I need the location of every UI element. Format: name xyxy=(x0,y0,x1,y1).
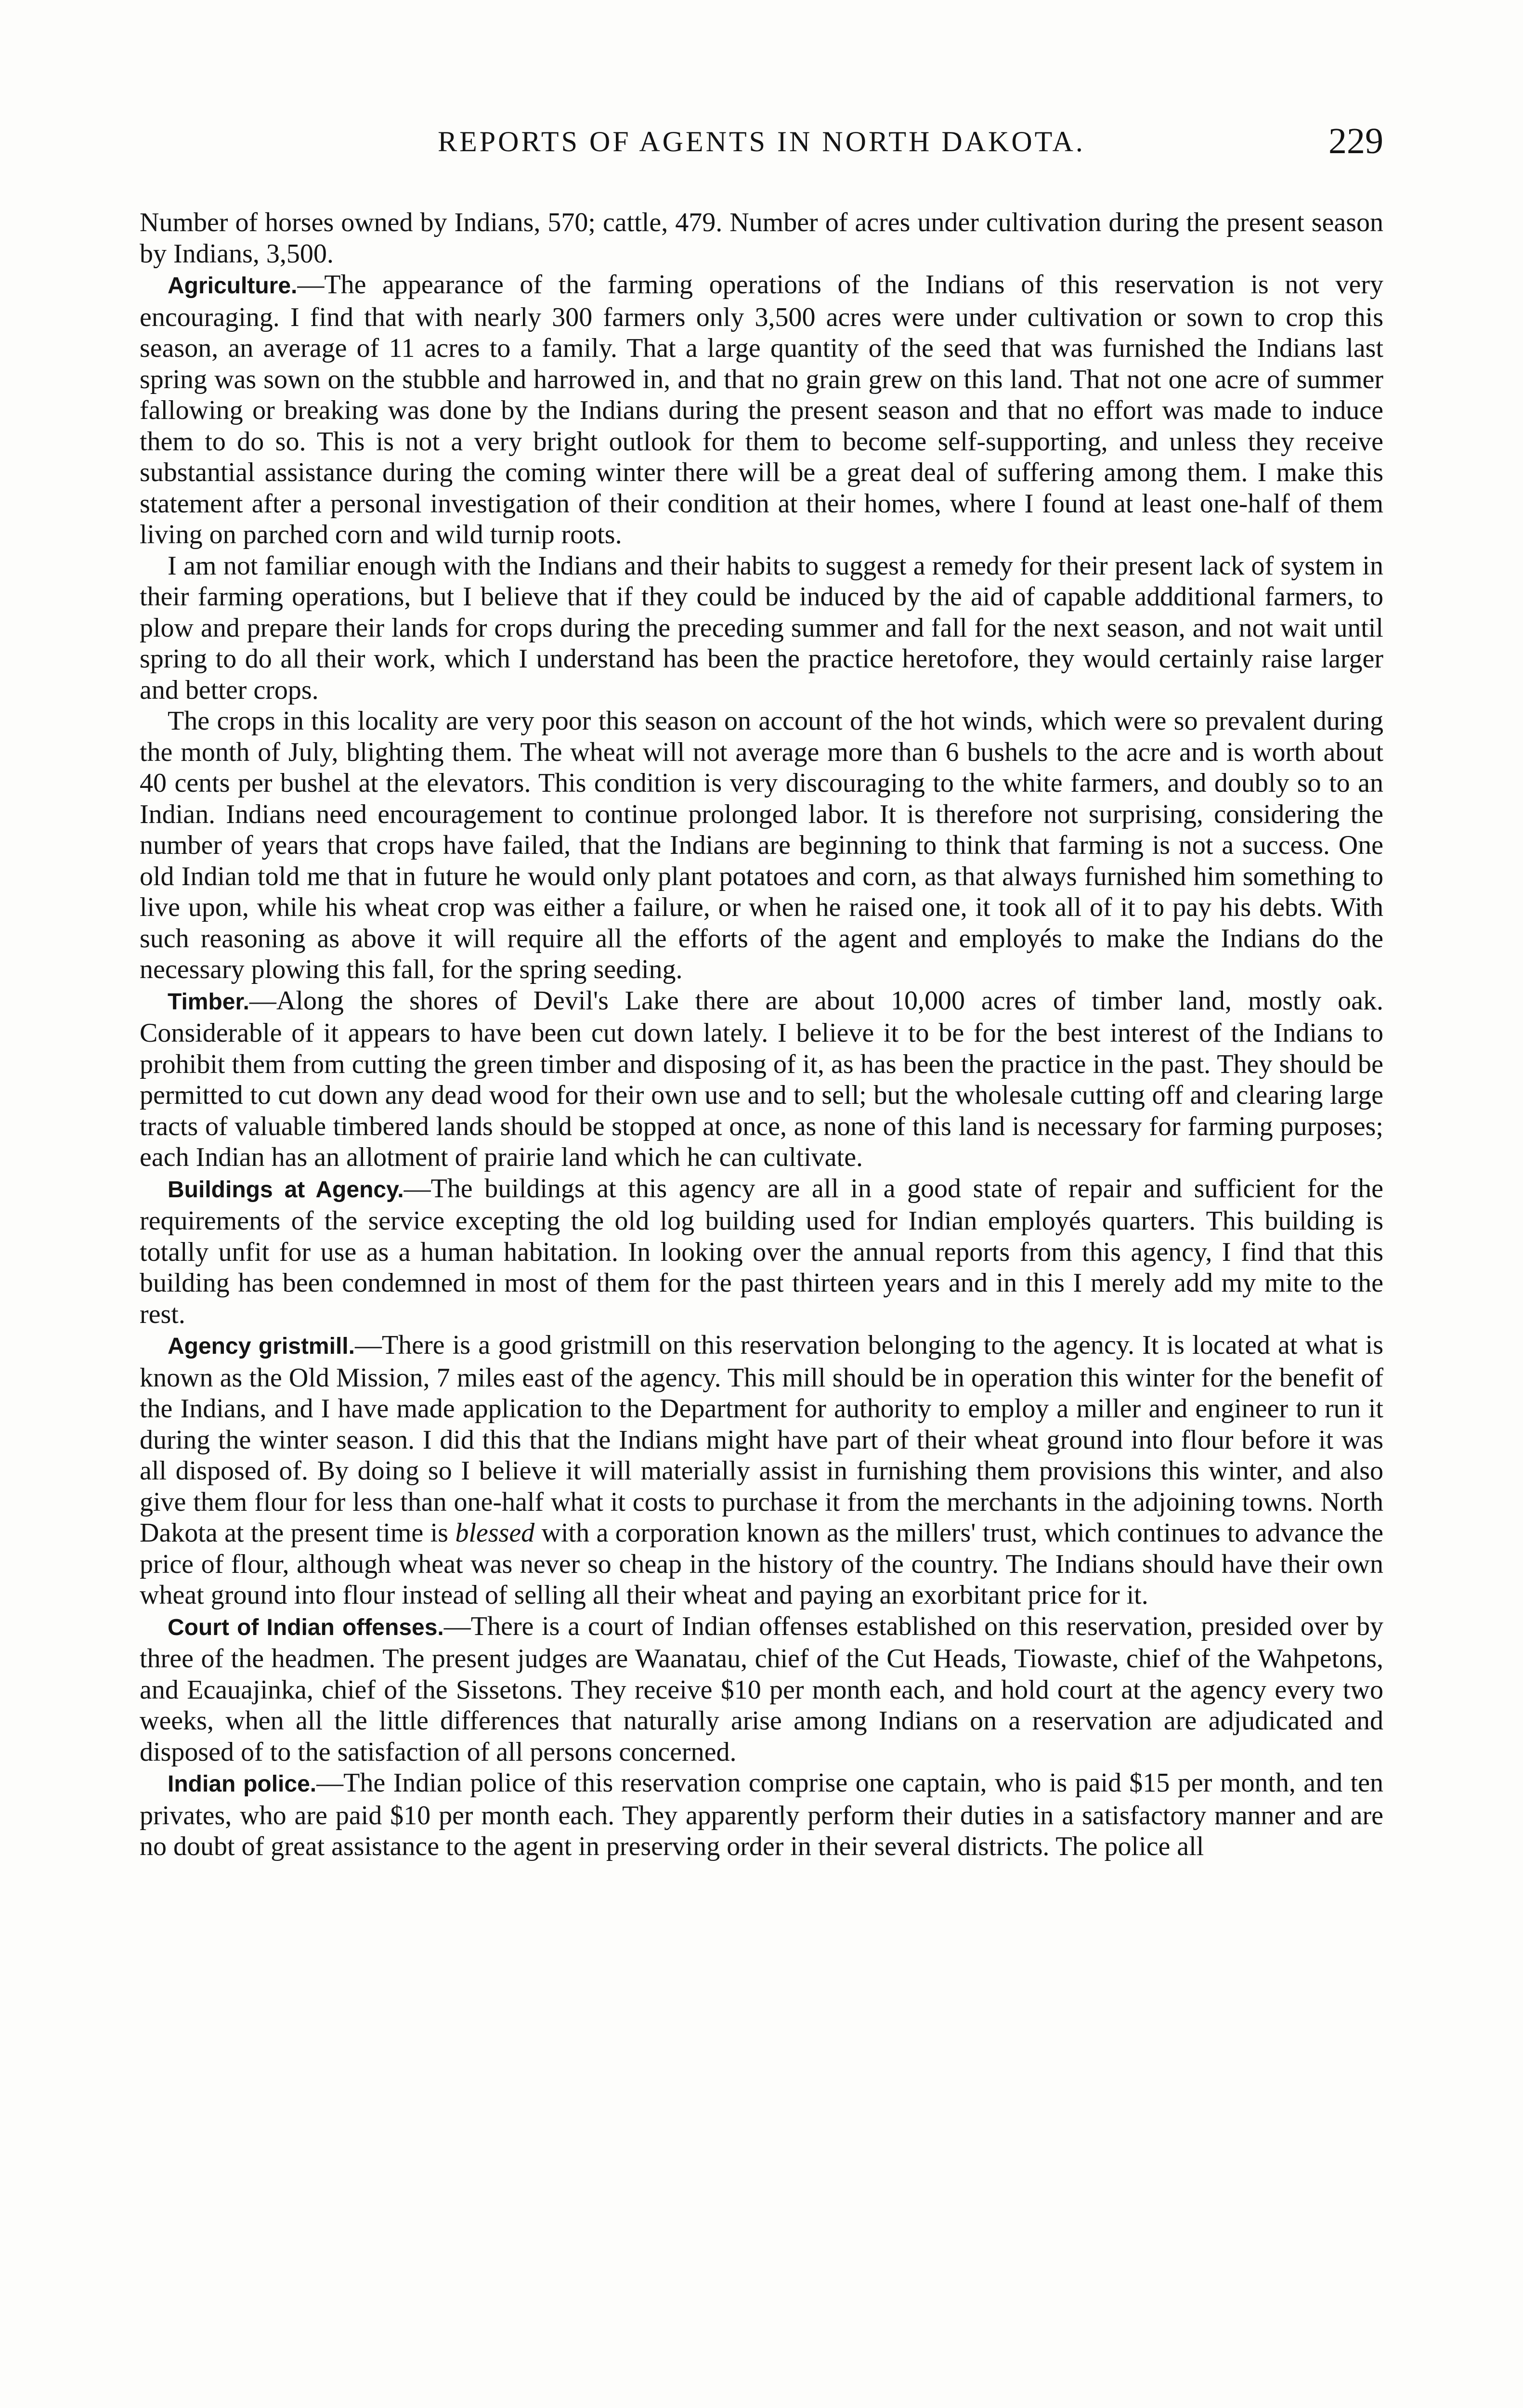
paragraph-text: —The appearance of the farming operations of the Indians of this reservation is not very encouraging. I find that with nearly 300 farmers only 3,500 acres were under cultivation or sown to crop this season, an average of 11 acres to a family. That a large quantity of the seed that was furnished the Indians last spring was sown on the stubble and harrowed in, and that no grain grew on this land. That not one acre of summer fallowing or breaking was done by the Indians during the present season and that no effort was made to induce them to do so. This is not a very bright outlook for them to become self-supporting, and unless they receive substantial assistance during the coming winter there will be a great deal of suffering among them. I make this statement after a personal investigation of their condition at their homes, where I found at least one-half of them living on parched corn and wild turnip roots. xyxy=(140,270,1383,550)
paragraph-text: —There is a good gristmill on this reservation belonging to the agency. It is located at what is known as the Old Mission, 7 miles east of the agency. This mill should be in operation this winter for the benefit of the Indians, and I have made application to the Department for authority to employ a miller and engineer to run it during the winter season. I did this that the Indians might have part of their wheat ground into flour before it was all disposed of. By doing so I believe it will materially assist in furnishing them provisions this winter, and also give them flour for less than one-half what it costs to purchase it from the merchants in the adjoining towns. North Dakota at the present time is xyxy=(140,1330,1383,1548)
paragraph-crops xyxy=(140,706,1383,985)
paragraph-timber xyxy=(140,985,1383,1173)
section-heading-court: Court of Indian offenses. xyxy=(168,1614,444,1640)
paragraph-police xyxy=(140,1767,1383,1862)
paragraph-text: with a corporation known as the millers' trust, which continues to advance the price of flour, although wheat was never so cheap in the history of the country. The Indians should have their own wheat ground into flour instead of selling all their wheat and paying an exorbitant price for it. xyxy=(140,1518,1384,1610)
paragraph-text: I am not familiar enough with the Indians and their habits to suggest a remedy for their present lack of system in their farming operations, but I believe that if they could be induced by the aid of capable addditional farmers, to plow and prepare their lands for crops during the preceding summer and fall for the next season, and not wait until spring to do all their work, which I understand has been the practice heretofore, they would certainly raise larger and better crops. xyxy=(140,550,1383,705)
emphasized-word: blessed xyxy=(455,1518,535,1548)
section-heading-timber: Timber. xyxy=(168,989,249,1015)
section-heading-agriculture: Agriculture. xyxy=(168,273,298,299)
body-text xyxy=(140,207,1383,1862)
paragraph-livestock xyxy=(140,207,1383,269)
paragraph-text: The crops in this locality are very poor this season on account of the hot winds, which were so prevalent during the month of July, blighting them. The wheat will not average more than 6 bushels to the acre and is worth about 40 cents per bushel at the elevators. This condition is very discouraging to the white farmers, and doubly so to an Indian. Indians need encouragement to continue prolonged labor. It is therefore not surprising, considering the number of years that crops have failed, that the Indians are beginning to think that farming is not a success. One old Indian told me that in future he would only plant potatoes and corn, as that always furnished him something to live upon, while his wheat crop was either a failure, or when he raised one, it took all of it to pay his debts. With such reasoning as above it will require all the efforts of the agent and employés to make the Indians do the necessary plowing this fall, for the spring seeding. xyxy=(140,706,1383,984)
running-header xyxy=(140,120,1383,173)
paragraph-remedy xyxy=(140,550,1383,706)
section-heading-buildings: Buildings at Agency. xyxy=(168,1177,404,1203)
paragraph-text: —The buildings at this agency are all in a good state of repair and sufficient for the requirements of the service excepting the old log building used for Indian employés quarters. This building is totally unfit for use as a human habitation. In looking over the annual reports from this agency, I find that this building has been condemned in most of them for the past thirteen years and in this I merely add my mite to the rest. xyxy=(140,1173,1383,1329)
paragraph-text: —Along the shores of Devil's Lake there are about 10,000 acres of timber land, mostly oak. Considerable of it appears to have been cut down lately. I believe it to be for the best interest of the Indians to prohibit them from cutting the green timber and disposing of it, as has been the practice in the past. They should be permitted to cut down any dead wood for their own use and to sell; but the wholesale cutting off and clearing large tracts of valuable timbered lands should be stopped at once, as none of this land is necessary for farming purposes; each Indian has an allotment of prairie land which he can cultivate. xyxy=(140,985,1383,1172)
header-title: REPORTS OF AGENTS IN NORTH DAKOTA. xyxy=(438,126,1085,157)
paragraph-text: —There is a court of Indian offenses established on this reservation, presided over by three of the headmen. The present judges are Waanatau, chief of the Cut Heads, Tiowaste, chief of the Wahpetons, and Ecauajinka, chief of the Sissetons. They receive $10 per month each, and hold court at the agency every two weeks, when all the little differences that naturally arise among Indians on a reservation are adjudicated and disposed of to the satisfaction of all persons concerned. xyxy=(140,1611,1384,1767)
section-heading-police: Indian police. xyxy=(168,1771,317,1797)
paragraph-court xyxy=(140,1611,1383,1768)
paragraph-gristmill xyxy=(140,1330,1383,1611)
paragraph-text: Number of horses owned by Indians, 570; cattle, 479. Number of acres under cultivation during the present season by Indians, 3,500. xyxy=(140,208,1383,269)
paragraph-buildings xyxy=(140,1173,1383,1330)
paragraph-agriculture xyxy=(140,269,1383,550)
section-heading-gristmill: Agency gristmill. xyxy=(168,1334,355,1359)
paragraph-text: —The Indian police of this reservation comprise one captain, who is paid $15 per month, and ten privates, who are paid $10 per month each. They apparently perform their duties in a satisfactory manner and are no doubt of great assistance to the agent in preserving order in their several districts. The police all xyxy=(140,1768,1383,1861)
page-number: 229 xyxy=(1328,121,1383,161)
